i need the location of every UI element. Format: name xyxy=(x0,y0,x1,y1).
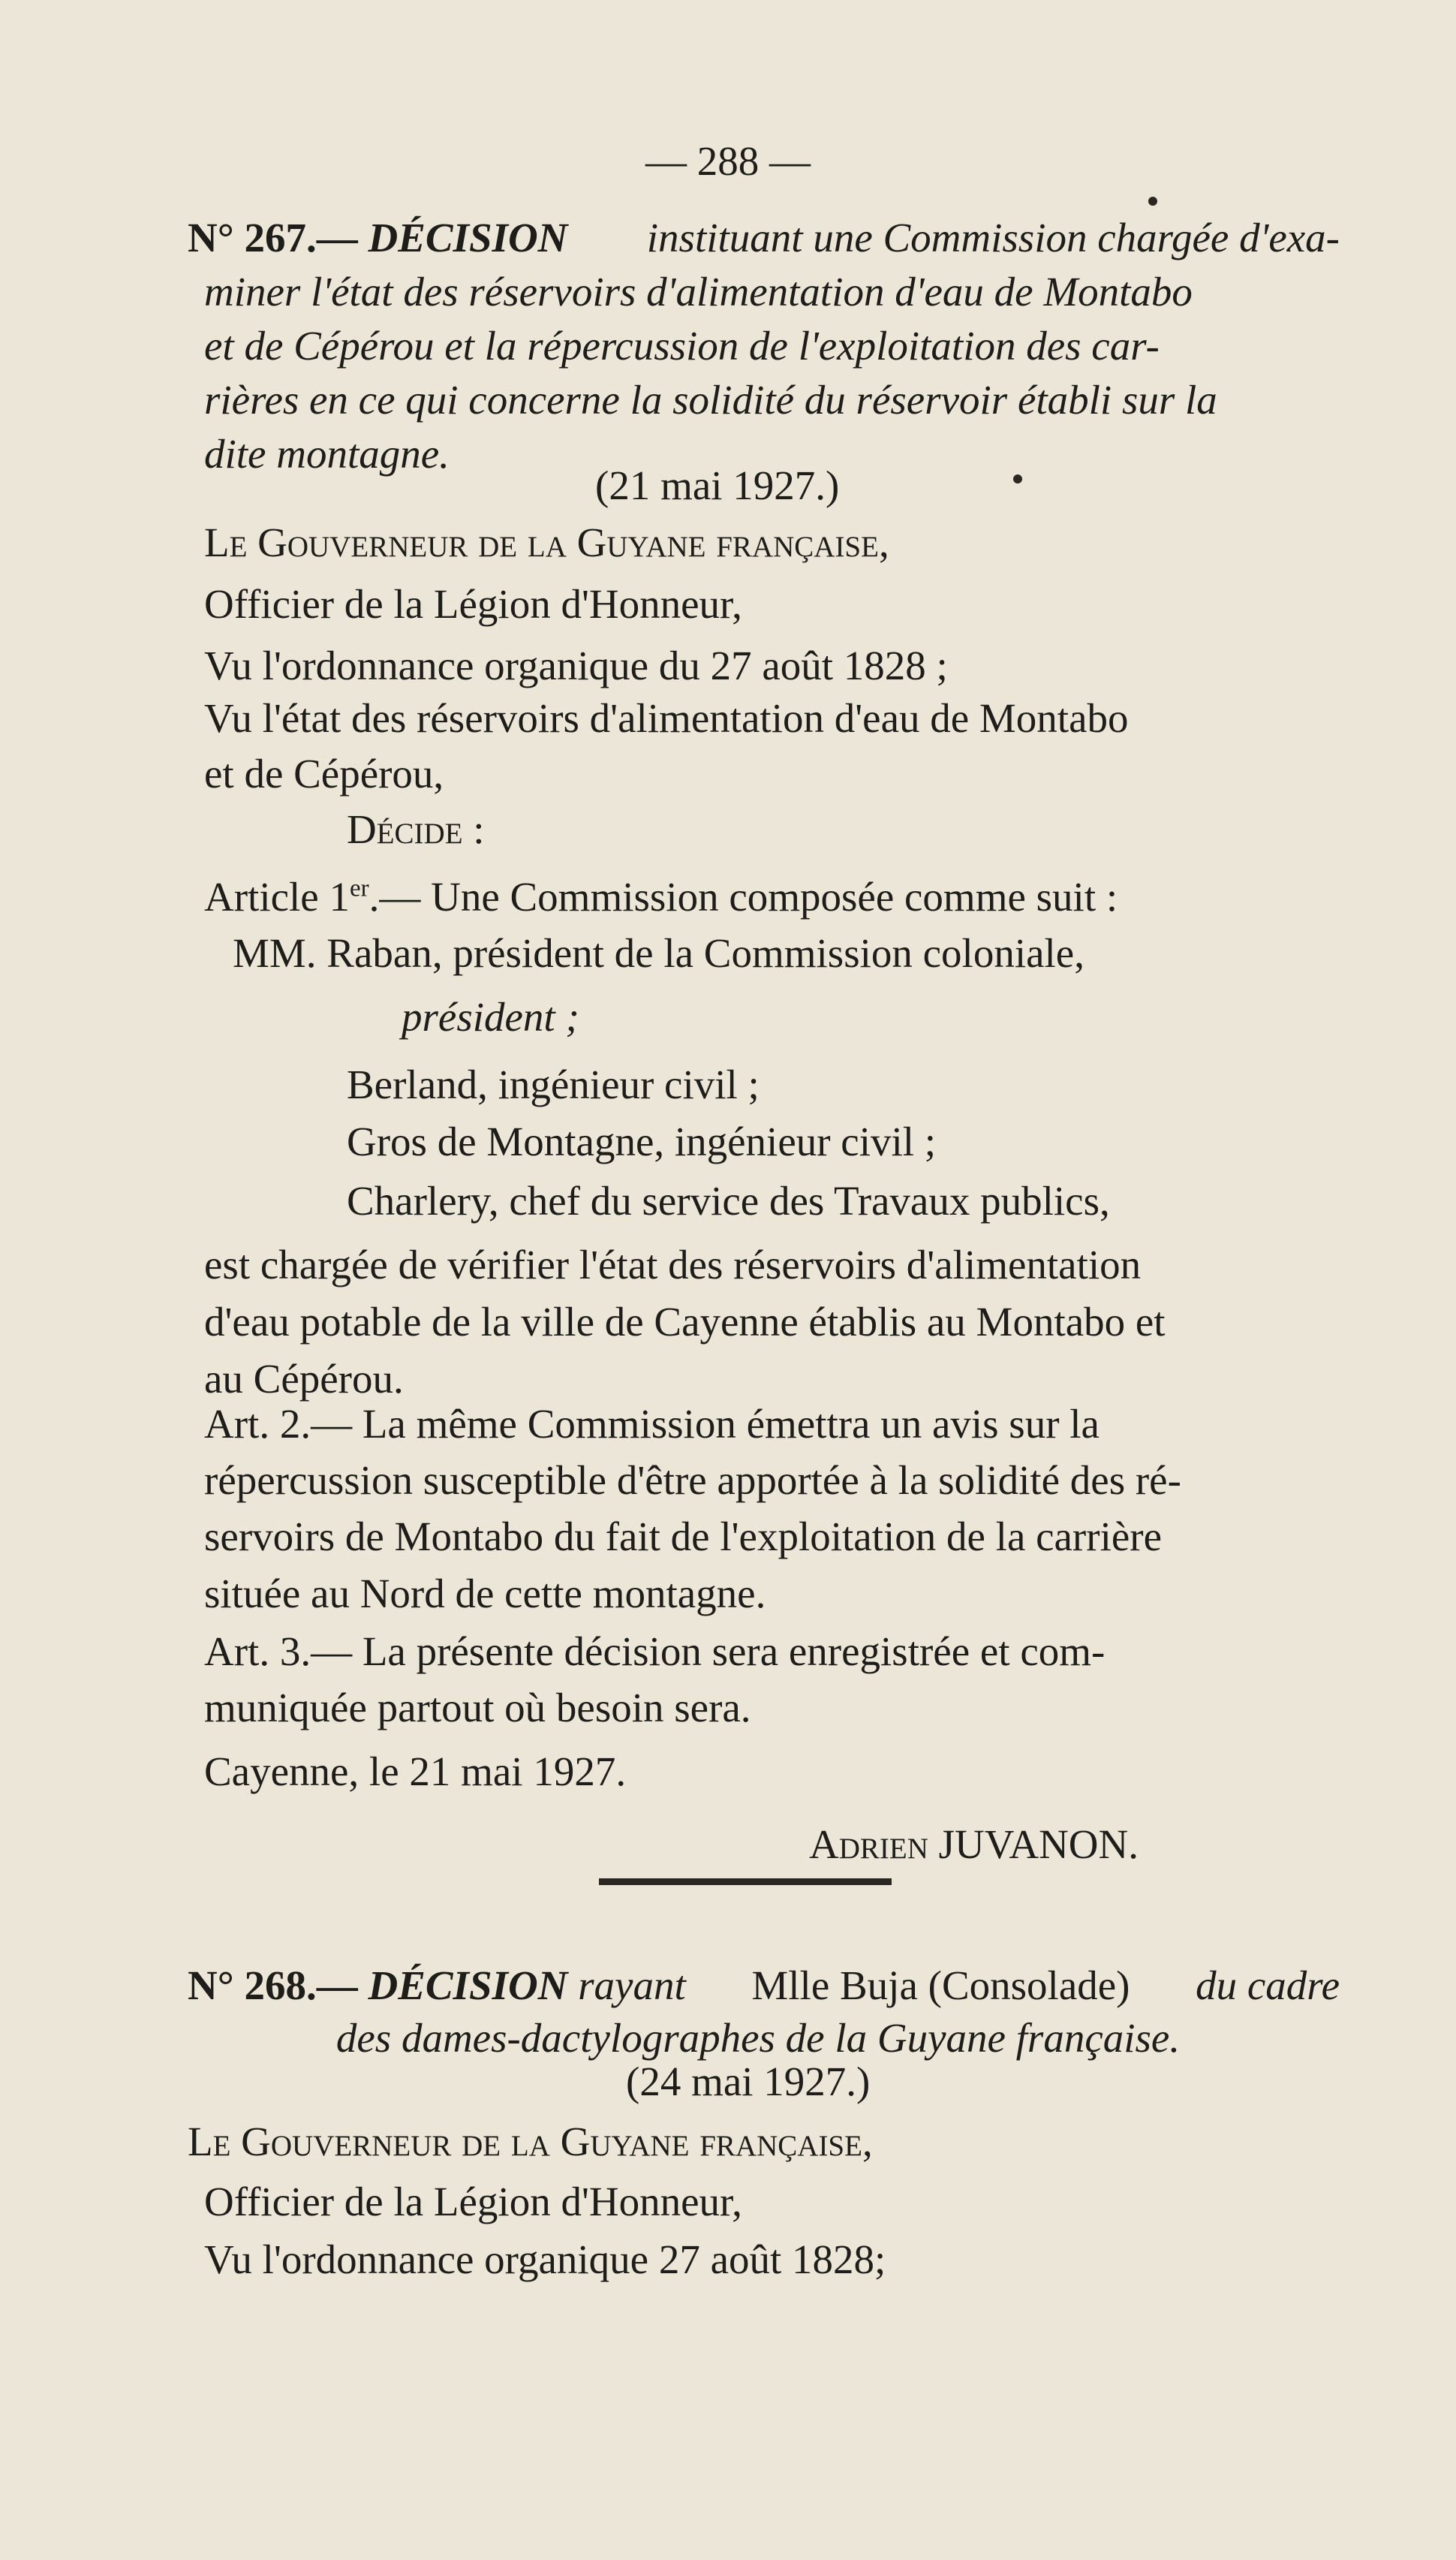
commission-member-3: Gros de Montagne, ingénieur civil ; xyxy=(347,1119,937,1164)
decision-267-whereas-2: et de Cépérou, xyxy=(204,751,444,797)
decision-267-title-line-1 xyxy=(188,212,1340,264)
decision-267-date: (21 mai 1927.) xyxy=(595,462,840,508)
ink-speck xyxy=(1013,474,1022,483)
decision-267-title-line-4: rières en ce qui concerne la solidité du réservoir établi sur la xyxy=(204,377,1217,423)
decision-268-governor: Le Gouverneur de la Guyane française, xyxy=(188,2119,873,2164)
decision-268-title-line-1 xyxy=(188,1959,1340,2012)
place-and-date: Cayenne, le 21 mai 1927. xyxy=(204,1748,627,1794)
decision-267-title-line-5: dite montagne. xyxy=(204,431,450,477)
decision-268-person: Mlle Buja (Consolade) xyxy=(751,1962,1130,2008)
decision-268-label: DÉCISION xyxy=(368,1962,568,2008)
decision-268-ordinance: Vu l'ordonnance organique 27 août 1828; xyxy=(204,2236,886,2282)
commission-member-2: Berland, ingénieur civil ; xyxy=(347,1062,760,1107)
article-1-continuation-2: d'eau potable de la ville de Cayenne établis au Montabo et xyxy=(204,1299,1166,1345)
decision-268-verb: rayant xyxy=(578,1962,686,2008)
decision-267-title-rest: instituant une Commission chargée d'exa- xyxy=(646,215,1340,261)
decision-268-officer: Officier de la Légion d'Honneur, xyxy=(204,2179,742,2224)
article-3-line-1: Art. 3.— La présente décision sera enregistrée et com- xyxy=(204,1628,1106,1674)
article-2-line-4: située au Nord de cette montagne. xyxy=(204,1571,766,1616)
article-1-continuation-1: est chargée de vérifier l'état des réservoirs d'alimentation xyxy=(204,1242,1142,1288)
decision-267-decide: Décide : xyxy=(347,806,485,852)
article-1-lead: Article 1 xyxy=(204,874,350,920)
article-1-text: .— Une Commission composée comme suit : xyxy=(369,874,1118,920)
decision-267-title-line-3: et de Cépérou et la répercussion de l'exploitation des car- xyxy=(204,323,1160,369)
decision-267-ordinance: Vu l'ordonnance organique du 27 août 1828 ; xyxy=(204,643,948,688)
article-3-line-2: muniquée partout où besoin sera. xyxy=(204,1685,751,1730)
article-2-line-1: Art. 2.— La même Commission émettra un avis sur la xyxy=(204,1401,1100,1447)
article-2-line-2: répercussion susceptible d'être apportée à la solidité des ré- xyxy=(204,1457,1181,1503)
decision-268-tail: du cadre xyxy=(1196,1962,1340,2008)
decision-267-label: DÉCISION xyxy=(368,215,568,261)
decision-267-whereas-1: Vu l'état des réservoirs d'alimentation d'eau de Montabo xyxy=(204,695,1129,741)
decision-268-title-line-2: des dames-dactylographes de la Guyane française. xyxy=(335,2015,1181,2061)
article-1-sup: er xyxy=(349,875,369,902)
article-2-line-3: servoirs de Montabo du fait de l'exploitation de la carrière xyxy=(204,1513,1162,1559)
commission-member-4: Charlery, chef du service des Travaux publics, xyxy=(347,1178,1110,1224)
decision-267-governor: Le Gouverneur de la Guyane française, xyxy=(204,520,889,565)
page-number: — 288 — xyxy=(645,138,811,184)
article-1-continuation-3: au Cépérou. xyxy=(204,1356,404,1402)
ink-speck xyxy=(1148,197,1157,206)
decision-267-officer: Officier de la Légion d'Honneur, xyxy=(204,581,742,627)
decision-268-date: (24 mai 1927.) xyxy=(626,2059,871,2104)
decision-267-number: N° 267.— xyxy=(188,215,358,261)
decision-267-title-line-2: miner l'état des réservoirs d'alimentation d'eau de Montabo xyxy=(204,269,1193,315)
section-divider xyxy=(599,1878,892,1885)
commission-member-1-role: président ; xyxy=(402,994,579,1040)
signature: Adrien JUVANON. xyxy=(809,1821,1139,1867)
article-1-heading xyxy=(204,871,1118,923)
commission-member-1: MM. Raban, président de la Commission coloniale, xyxy=(233,930,1084,976)
decision-268-number: N° 268.— xyxy=(188,1962,358,2008)
